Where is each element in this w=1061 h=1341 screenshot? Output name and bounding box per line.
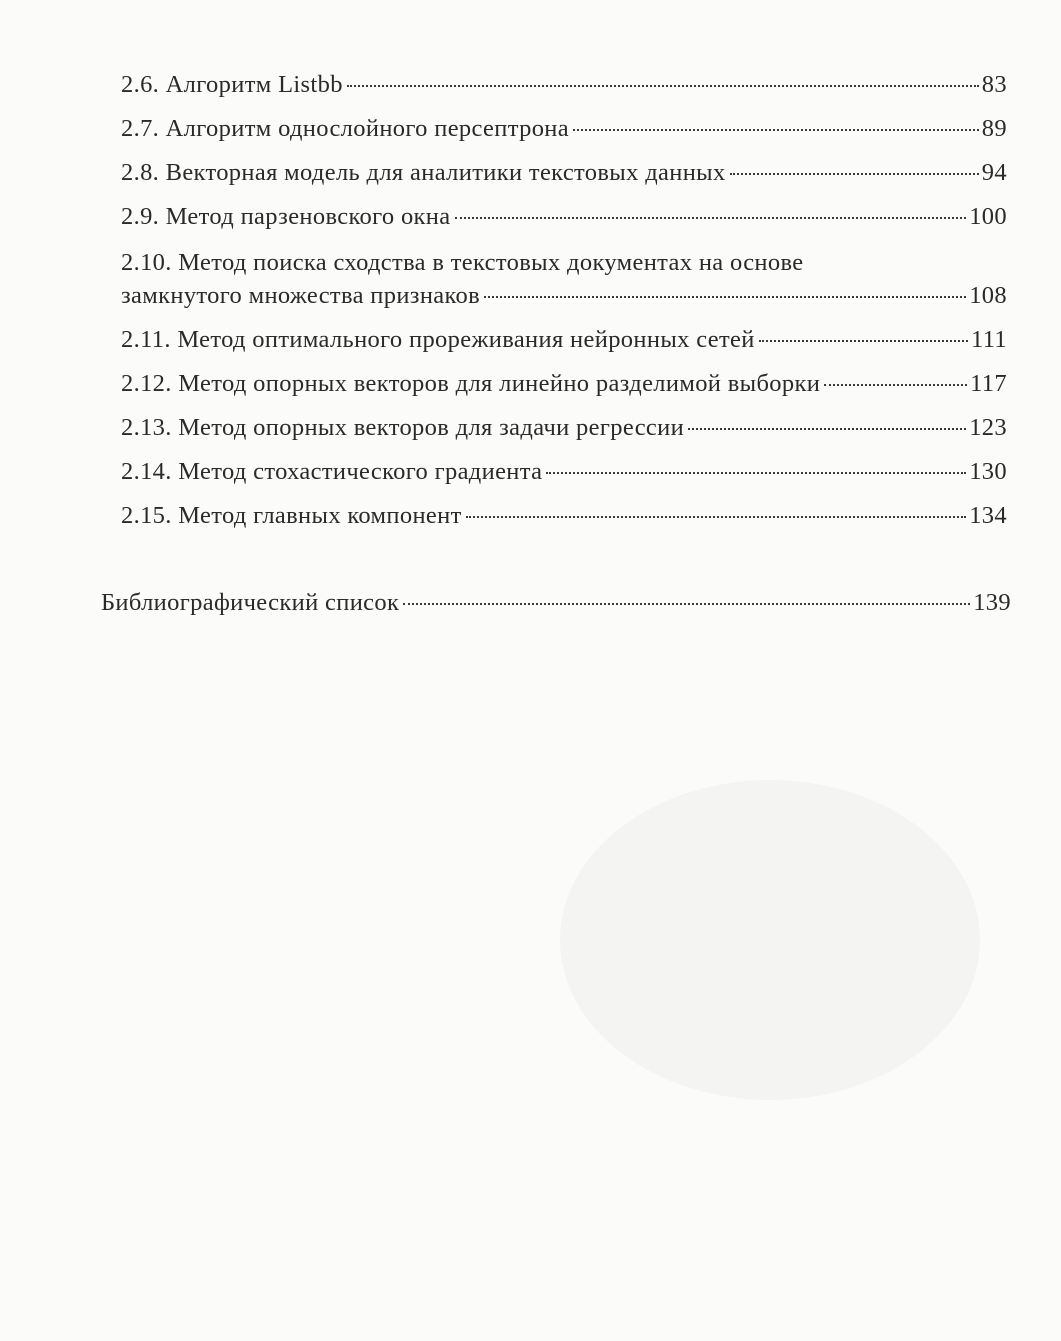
dot-leader: [347, 85, 979, 87]
toc-entry-title: 2.15. Метод главных компонент: [121, 502, 462, 529]
toc-entry-page: 89: [981, 115, 1007, 142]
dot-leader: [730, 173, 979, 175]
toc-entry-title: 2.13. Метод опорных векторов для задачи регрессии: [121, 414, 685, 441]
dot-leader: [466, 516, 967, 518]
dot-leader: [759, 340, 968, 342]
toc-entry-2-13[interactable]: [121, 413, 1007, 443]
toc-entry-title: 2.7. Алгоритм однослойного персептрона: [121, 115, 569, 142]
toc-entry-2-15[interactable]: [121, 501, 1007, 531]
dot-leader: [824, 384, 967, 386]
toc-entry-2-7[interactable]: [121, 114, 1007, 144]
toc-entry-page: 108: [969, 282, 1007, 309]
toc-entry-page: 130: [969, 458, 1007, 485]
toc-entry-page: 111: [971, 326, 1007, 353]
toc-entry-2-8[interactable]: [121, 158, 1007, 188]
toc-entry-page: 134: [969, 502, 1007, 529]
toc-entry-title-line1: 2.10. Метод поиска сходства в текстовых документах на основе: [121, 249, 804, 276]
toc-entry-page: 117: [970, 370, 1007, 397]
toc-entry-2-10[interactable]: [121, 248, 1007, 311]
toc-entry-title: 2.6. Алгоритм Listbb: [121, 71, 343, 98]
toc-entry-page: 123: [969, 414, 1007, 441]
toc-entry-title: 2.12. Метод опорных векторов для линейно разделимой выборки: [121, 370, 821, 397]
dot-leader: [455, 217, 967, 219]
toc-entry-2-11[interactable]: [121, 325, 1007, 355]
toc-entry-title: 2.11. Метод оптимального прореживания нейронных сетей: [121, 326, 755, 353]
toc-entry-2-12[interactable]: [121, 369, 1007, 399]
dot-leader: [546, 472, 966, 474]
dot-leader: [573, 129, 979, 131]
toc-entry-title: 2.14. Метод стохастического градиента: [121, 458, 543, 485]
toc-entry-page: 100: [969, 203, 1007, 230]
toc-entry-page: 139: [973, 589, 1011, 616]
dot-leader: [403, 603, 970, 605]
toc-entry-2-14[interactable]: [121, 457, 1007, 487]
dot-leader: [688, 428, 966, 430]
toc-entry-title: Библиографический список: [101, 589, 400, 616]
toc-entry-title-line2: замкнутого множества признаков: [121, 282, 481, 309]
scan-show-through: [560, 780, 980, 1100]
toc-entry-2-6[interactable]: [121, 70, 1007, 100]
toc-entry-page: 83: [981, 71, 1007, 98]
dot-leader: [484, 296, 966, 298]
toc-entry-page: 94: [981, 159, 1007, 186]
toc-entry-bibliography[interactable]: [101, 588, 1011, 618]
toc-entry-title: 2.9. Метод парзеновского окна: [121, 203, 451, 230]
toc-entry-2-9[interactable]: [121, 202, 1007, 232]
toc-entry-title: 2.8. Векторная модель для аналитики текстовых данных: [121, 159, 726, 186]
